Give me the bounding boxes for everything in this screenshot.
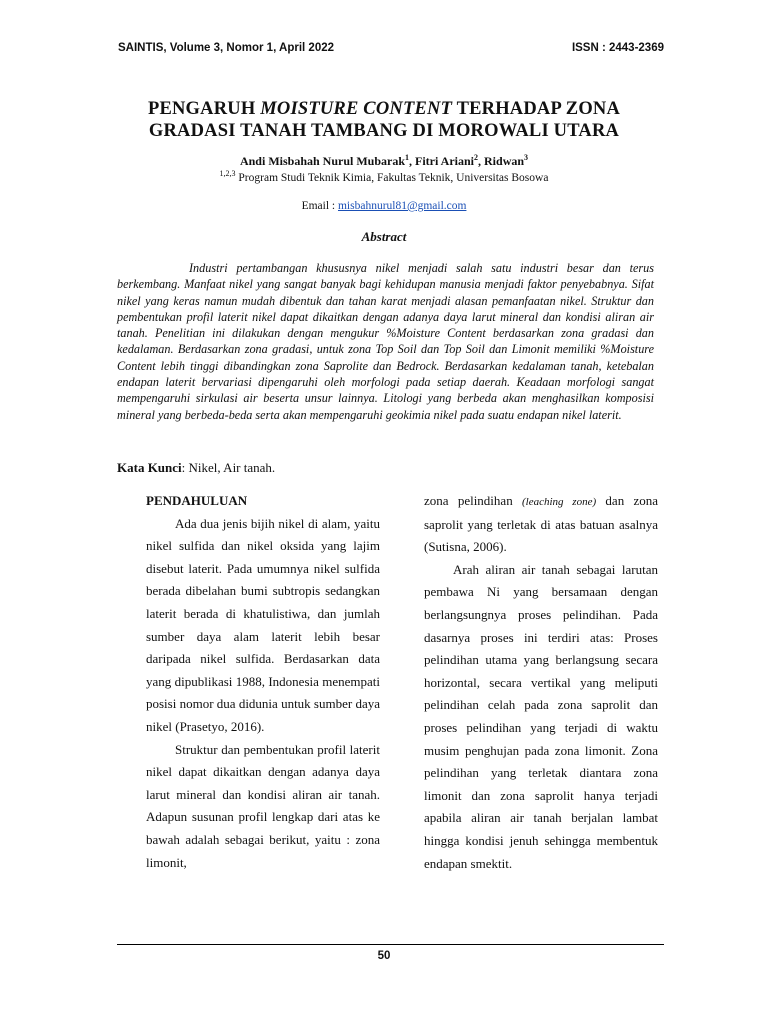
author-3: , Ridwan: [478, 154, 525, 168]
keywords-line: [117, 460, 275, 476]
footer-rule: [117, 944, 664, 945]
right-p1-italic: (leaching zone): [521, 496, 597, 508]
left-paragraph-2: Struktur dan pembentukan profil laterit nikel dapat dikaitkan dengan adanya daya larut mineral dan kondisi aliran air tanah. Adapun susunan profil lengkap dari atas ke bawah adalah sebagai berikut, yaitu : zona limonit,: [146, 741, 380, 870]
issn-header: ISSN : 2443-2369: [571, 42, 664, 54]
right-paragraph-1: [424, 490, 658, 559]
title-line2: GRADASI TANAH TAMBANG DI MOROWALI UTARA: [148, 121, 620, 141]
title-italic: MOISTURE CONTENT: [260, 99, 453, 119]
section-heading: PENDAHULUAN: [146, 493, 248, 508]
keywords-label: Kata Kunci: [117, 460, 182, 475]
keywords-text: : Nikel, Air tanah.: [181, 460, 276, 475]
email-line: [100, 200, 668, 212]
left-column: [146, 490, 380, 874]
title-part1: PENGARUH: [147, 99, 261, 119]
email-label: Email :: [301, 200, 338, 212]
author-1: Andi Misbahah Nurul Mubarak: [239, 154, 406, 168]
author-list: [100, 153, 668, 169]
author-2-sup: 2: [474, 153, 479, 162]
page-number: 50: [377, 950, 391, 962]
abstract-body: Industri pertambangan khususnya nikel menjadi salah satu industri besar dan terus berkembang. Manfaat nikel yang sangat banyak bagi kehidupan manusia menjadi faktor penyebabnya. Sifat nikel yang keras namun mudah dibentuk dan tahan karat menjadi alasan pemanfaatan nikel. Struktur dan pembentukan profil laterit nikel dapat dikaitkan dengan adanya daya larut mineral dan kondisi aliran air tanah. Penelitian ini dilakukan dengan mengukur %Moisture Content berdasarkan zona gradasi dan kedalaman. Berdasarkan zona gradasi, untuk zona Top Soil dan Top Soil dan Limonit memiliki %Moisture Content lebih tinggi dibandingkan zona Saprolite dan Bedrock. Berdasarkan kedalaman tanah, ketebalan endapan laterit bervariasi dipengaruhi oleh morfologi pada setiap daerah. Keadaan morfologi sangat mempengaruhi sirkulasi air beserta unsur lainnya. Litologi yang berbeda akan menghasilkan komposisi mineral yang berbeda-beda serta akan mempengaruhi geokimia nikel pada suatu endapan nikel laterit.: [117, 261, 654, 422]
affiliation-sup: 1,2,3: [219, 169, 236, 178]
affiliation-text: Program Studi Teknik Kimia, Fakultas Teknik, Universitas Bosowa: [235, 171, 549, 184]
abstract-heading: Abstract: [361, 229, 407, 244]
right-paragraph-2: Arah aliran air tanah sebagai larutan pembawa Ni yang bersamaan dengan berlangsungnya proses pelindihan. Pada dasarnya proses ini terdiri atas: Proses pelindihan utama yang berlangsung secara horizontal, secara vertikal yang meliputi pelindihan celah pada zona saprolit dan proses pelindihan yang terjadi di waktu musim penghujan pada zona limonit. Zona pelindihan yang terletak diantara zona limonit dan zona saprolit hanya terjadi apabila aliran air tanah berjalan lambat hingga kondisi jenuh sehingga membentuk endapan smektit.: [424, 561, 658, 871]
right-column: [424, 490, 658, 875]
left-paragraph-1: Ada dua jenis bijih nikel di alam, yaitu nikel sulfida dan nikel oksida yang lajim disebut laterit. Pada umumnya nikel sulfida berada dibelahan bumi subtropis sedangkan laterit berada di khatulistiwa, dan jumlah sumber daya alam laterit lebih besar daripada nikel sulfida. Berdasarkan data yang dipublikasi 1988, Indonesia menempati posisi nomor dua didunia untuk sumber daya nikel (Prasetyo, 2016).: [146, 515, 380, 734]
affiliation: [100, 169, 668, 184]
email-link[interactable]: misbahnurul81@gmail.com: [337, 200, 467, 212]
right-p1-end: dan zona saprolit yang terletak di atas batuan asalnya (Sutisna, 2006).: [424, 493, 659, 555]
author-1-sup: 1: [405, 153, 410, 162]
title-part3: TERHADAP ZONA: [452, 99, 621, 119]
author-2: , Fitri Ariani: [409, 154, 475, 168]
right-p1-start: zona pelindihan: [424, 493, 522, 508]
journal-header: SAINTIS, Volume 3, Nomor 1, April 2022: [118, 42, 335, 54]
author-3-sup: 3: [524, 153, 529, 162]
paper-title: [100, 98, 668, 142]
